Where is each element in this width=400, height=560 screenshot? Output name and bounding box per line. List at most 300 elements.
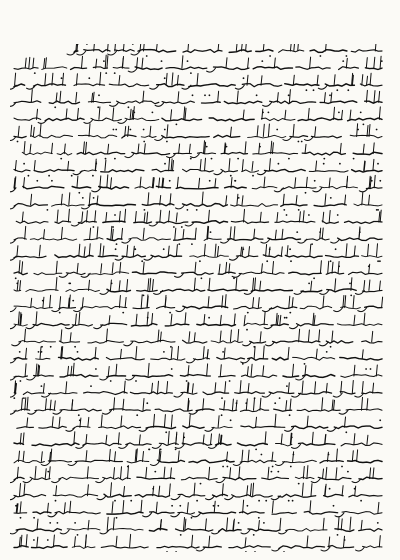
script-word: [98, 256, 117, 257]
script-stroke: [107, 517, 108, 530]
script-dot: [79, 419, 81, 421]
script-dot: [293, 454, 295, 456]
script-stroke: [177, 75, 178, 85]
script-dot: [130, 129, 132, 131]
script-dot: [133, 112, 135, 114]
script-stroke: [122, 228, 123, 239]
script-dot: [345, 431, 347, 433]
script-stroke: [322, 228, 323, 239]
script-stroke: [105, 55, 106, 68]
script-stroke: [245, 538, 246, 547]
script-stroke: [125, 209, 126, 222]
script-dot: [90, 385, 92, 387]
script-dot: [88, 77, 90, 79]
script-stroke: [190, 154, 199, 158]
script-word: [289, 272, 322, 275]
script-dot: [134, 248, 136, 250]
script-stroke: [105, 160, 106, 171]
script-dot: [344, 539, 346, 541]
script-stroke: [41, 452, 42, 462]
script-word: [75, 460, 122, 462]
script-dot: [227, 466, 229, 468]
script-stroke: [260, 332, 261, 342]
script-word: [219, 375, 236, 376]
manuscript-line: [10, 397, 382, 416]
script-stroke: [211, 434, 212, 445]
script-word: [242, 375, 277, 378]
manuscript-line: [14, 261, 382, 280]
script-stroke: [35, 466, 36, 478]
script-stroke: [100, 176, 101, 188]
script-dot: [291, 437, 293, 439]
script-word: [203, 546, 221, 547]
script-dot: [346, 55, 348, 57]
script-stroke: [292, 298, 293, 308]
script-word: [84, 392, 128, 395]
script-word: [231, 221, 268, 224]
script-stroke: [344, 536, 345, 547]
script-stroke: [74, 537, 75, 547]
script-dot: [308, 283, 310, 285]
script-dot: [290, 260, 292, 262]
script-stroke: [43, 384, 44, 394]
script-dot: [379, 419, 381, 421]
script-stroke: [86, 211, 87, 222]
script-stroke: [254, 347, 255, 359]
script-stroke: [249, 247, 250, 257]
script-stroke: [188, 44, 189, 51]
script-word: [279, 50, 304, 53]
script-dot: [308, 214, 310, 216]
script-dot: [234, 180, 236, 182]
script-stroke: [312, 432, 313, 444]
manuscript-line: [10, 295, 383, 314]
script-dot: [276, 129, 278, 131]
script-dot: [144, 209, 146, 211]
script-word: [231, 204, 278, 207]
script-dot: [350, 295, 352, 297]
script-stroke: [177, 177, 178, 188]
script-word: [104, 494, 131, 497]
manuscript-line: [67, 44, 382, 57]
script-word: [302, 152, 345, 155]
script-stroke: [205, 142, 206, 153]
script-dot: [377, 260, 379, 262]
script-stroke: [268, 467, 269, 478]
script-stroke: [311, 484, 312, 496]
script-stroke: [331, 93, 332, 103]
script-dot: [61, 77, 63, 79]
script-dot: [238, 197, 240, 199]
script-dot: [283, 209, 285, 211]
script-dot: [289, 414, 291, 416]
script-word: [238, 443, 268, 446]
script-word: [71, 68, 87, 70]
script-stroke: [22, 212, 23, 222]
script-dot: [296, 231, 298, 233]
script-stroke: [378, 502, 379, 512]
manuscript-line: [14, 55, 383, 74]
script-stroke: [362, 75, 363, 86]
script-dot: [169, 180, 171, 182]
script-stroke: [169, 211, 170, 222]
script-stroke: [123, 399, 124, 410]
script-stroke: [36, 364, 37, 376]
script-dot: [222, 466, 224, 468]
script-word: [88, 272, 129, 275]
script-stroke: [61, 330, 62, 342]
script-word: [281, 204, 307, 206]
script-stroke: [368, 244, 369, 256]
script-word: [23, 392, 44, 395]
script-dot: [305, 192, 307, 194]
script-dot: [209, 180, 211, 182]
script-word: [326, 272, 344, 274]
script-dot: [368, 265, 370, 267]
script-stroke: [374, 57, 375, 68]
script-stroke: [25, 58, 26, 68]
script-stroke: [308, 108, 309, 119]
script-word: [234, 306, 262, 309]
script-dot: [298, 483, 300, 485]
script-word: [89, 204, 136, 206]
script-dot: [290, 466, 292, 468]
script-stroke: [115, 452, 116, 462]
script-stroke: [124, 342, 133, 346]
script-word: [49, 101, 79, 104]
script-stroke: [220, 315, 221, 324]
script-word: [276, 443, 292, 446]
script-dot: [245, 402, 247, 404]
script-dot: [286, 385, 288, 387]
script-stroke: [150, 85, 159, 89]
script-stroke: [242, 160, 243, 171]
script-word: [217, 358, 245, 360]
script-dot: [217, 505, 219, 507]
script-word: [326, 341, 353, 344]
script-stroke: [232, 399, 233, 410]
script-stroke: [259, 143, 260, 153]
script-stroke: [219, 264, 220, 273]
script-word: [301, 290, 322, 291]
script-stroke: [84, 119, 93, 123]
script-dot: [200, 483, 202, 485]
script-word: [181, 477, 217, 480]
script-word: [309, 171, 348, 172]
script-stroke: [143, 513, 152, 517]
script-dot: [222, 351, 224, 353]
script-word: [322, 221, 338, 224]
script-word: [127, 461, 149, 463]
script-dot: [163, 351, 165, 353]
script-stroke: [307, 536, 308, 547]
script-word: [278, 494, 316, 497]
script-stroke: [362, 382, 363, 394]
script-dot: [20, 380, 22, 382]
script-stroke: [141, 500, 142, 513]
script-word: [273, 341, 320, 343]
script-stroke: [107, 175, 108, 188]
script-word: [101, 546, 148, 548]
script-stroke: [317, 75, 318, 85]
script-stroke: [218, 247, 219, 257]
script-dot: [237, 158, 239, 160]
script-stroke: [342, 486, 343, 496]
script-word: [352, 170, 382, 172]
script-stroke: [202, 192, 203, 205]
script-stroke: [21, 398, 22, 410]
script-stroke: [77, 108, 78, 119]
script-dot: [115, 248, 117, 250]
script-stroke: [323, 296, 324, 308]
script-stroke: [119, 281, 120, 291]
script-dot: [187, 60, 189, 62]
script-stroke: [263, 44, 264, 51]
script-dot: [115, 129, 117, 131]
script-dot: [148, 449, 150, 451]
script-dot: [286, 214, 288, 216]
script-dot: [341, 466, 343, 468]
script-word: [99, 426, 141, 429]
script-word: [60, 409, 101, 411]
script-dot: [77, 534, 79, 536]
script-stroke: [240, 381, 241, 394]
script-dot: [13, 397, 15, 399]
script-stroke: [59, 417, 60, 427]
script-dot: [191, 243, 193, 245]
script-stroke: [127, 280, 128, 291]
script-stroke: [133, 246, 134, 256]
script-stroke: [89, 193, 90, 205]
script-stroke: [206, 496, 215, 500]
script-dot: [122, 312, 124, 314]
script-stroke: [257, 126, 258, 137]
script-stroke: [247, 486, 248, 496]
script-stroke: [33, 58, 34, 68]
script-stroke: [308, 330, 309, 342]
script-stroke: [139, 435, 140, 445]
script-dot: [57, 522, 59, 524]
script-dot: [298, 141, 300, 143]
script-word: [189, 84, 235, 87]
script-dot: [196, 209, 198, 211]
script-stroke: [252, 162, 253, 171]
script-stroke: [285, 110, 286, 119]
script-word: [129, 238, 171, 241]
script-stroke: [373, 383, 374, 393]
script-stroke: [320, 228, 321, 239]
script-stroke: [66, 382, 67, 393]
script-word: [162, 136, 210, 138]
script-dot: [105, 72, 107, 74]
script-word: [340, 358, 382, 361]
script-stroke: [51, 449, 52, 462]
script-stroke: [224, 401, 225, 411]
script-dot: [329, 488, 331, 490]
script-stroke: [45, 469, 46, 479]
script-word: [261, 118, 295, 121]
script-stroke: [367, 399, 368, 411]
script-dot: [33, 517, 35, 519]
script-stroke: [234, 314, 235, 325]
script-stroke: [34, 161, 35, 171]
script-word: [285, 255, 322, 257]
script-word: [107, 239, 122, 241]
script-stroke: [83, 142, 84, 154]
script-stroke: [56, 261, 57, 273]
script-dot: [147, 317, 149, 319]
script-stroke: [79, 312, 80, 324]
script-stroke: [230, 127, 231, 136]
script-dot: [180, 534, 182, 536]
script-dot: [252, 175, 254, 177]
script-stroke: [258, 298, 259, 308]
manuscript-line: [10, 517, 382, 536]
script-dot: [206, 146, 208, 148]
script-stroke: [374, 91, 375, 103]
script-dot: [233, 277, 235, 279]
script-stroke: [263, 124, 264, 136]
script-word: [297, 324, 334, 326]
script-dot: [365, 368, 367, 370]
script-dot: [247, 312, 249, 314]
script-dot: [152, 488, 154, 490]
script-dot: [359, 231, 361, 233]
script-dot: [376, 129, 378, 131]
script-stroke: [89, 280, 90, 290]
script-word: [23, 186, 64, 189]
script-word: [176, 187, 218, 189]
script-word: [26, 290, 58, 292]
script-stroke: [290, 44, 291, 51]
script-stroke: [36, 312, 37, 325]
script-dot: [50, 346, 52, 348]
script-word: [67, 529, 100, 530]
script-word: [253, 153, 298, 155]
script-stroke: [186, 359, 195, 363]
script-word: [162, 118, 202, 121]
script-stroke: [110, 280, 111, 290]
script-stroke: [77, 176, 78, 188]
script-stroke: [147, 212, 148, 222]
script-dot: [20, 517, 22, 519]
script-word: [157, 546, 199, 548]
script-dot: [269, 55, 271, 57]
script-stroke: [246, 399, 247, 410]
script-word: [248, 358, 268, 361]
script-dot: [163, 248, 165, 250]
script-word: [253, 67, 292, 70]
script-word: [324, 494, 344, 497]
script-stroke: [27, 376, 36, 380]
script-word: [328, 546, 354, 549]
script-word: [182, 443, 212, 445]
script-stroke: [262, 109, 263, 119]
script-dot: [114, 158, 116, 160]
script-stroke: [18, 312, 19, 325]
script-word: [345, 221, 383, 223]
script-stroke: [10, 325, 16, 329]
script-stroke: [136, 347, 137, 359]
script-stroke: [226, 58, 227, 68]
script-word: [14, 494, 46, 497]
script-dot: [17, 141, 19, 143]
script-stroke: [338, 517, 339, 530]
script-word: [183, 426, 204, 428]
script-stroke: [31, 90, 32, 103]
script-word: [166, 67, 207, 70]
script-dot: [49, 522, 51, 524]
script-word: [252, 187, 277, 189]
script-stroke: [90, 228, 91, 239]
script-word: [183, 169, 214, 172]
script-stroke: [111, 483, 112, 496]
script-dot: [376, 209, 378, 211]
script-stroke: [334, 75, 335, 86]
script-word: [236, 256, 257, 258]
script-dot: [213, 505, 215, 507]
script-word: [279, 546, 325, 549]
script-dot: [339, 163, 341, 165]
script-dot: [236, 402, 238, 404]
script-word: [229, 50, 251, 53]
script-dot: [230, 419, 232, 421]
page-header: [12, 8, 388, 44]
script-stroke: [293, 75, 294, 85]
script-stroke: [374, 175, 375, 187]
script-word: [52, 204, 85, 206]
script-word: [349, 495, 382, 497]
script-word: [84, 238, 103, 240]
script-stroke: [288, 347, 289, 359]
script-stroke: [112, 502, 113, 513]
script-stroke: [367, 76, 368, 85]
script-stroke: [25, 364, 26, 376]
manuscript-line: [12, 329, 382, 348]
script-word: [318, 477, 351, 480]
script-word: [264, 169, 305, 171]
script-dot: [268, 112, 270, 114]
script-stroke: [24, 484, 25, 496]
script-dot: [164, 129, 166, 131]
script-word: [150, 512, 174, 514]
script-stroke: [229, 256, 238, 260]
script-word: [178, 494, 205, 497]
script-stroke: [70, 501, 71, 513]
script-dot: [335, 248, 337, 250]
script-stroke: [280, 518, 281, 530]
script-stroke: [195, 228, 196, 239]
script-stroke: [114, 468, 115, 479]
script-word: [325, 84, 354, 86]
manuscript-line: [10, 124, 382, 143]
script-stroke: [332, 400, 333, 410]
script-stroke: [64, 503, 65, 513]
script-stroke: [311, 281, 312, 290]
script-dot: [15, 505, 17, 507]
script-word: [83, 443, 121, 446]
script-stroke: [248, 58, 249, 68]
script-stroke: [263, 346, 264, 359]
script-dot: [256, 94, 258, 96]
script-dot: [178, 243, 180, 245]
script-stroke: [150, 462, 159, 466]
script-stroke: [156, 44, 157, 51]
script-dot: [353, 158, 355, 160]
script-dot: [34, 72, 36, 74]
script-stroke: [150, 278, 151, 290]
script-dot: [86, 44, 88, 45]
